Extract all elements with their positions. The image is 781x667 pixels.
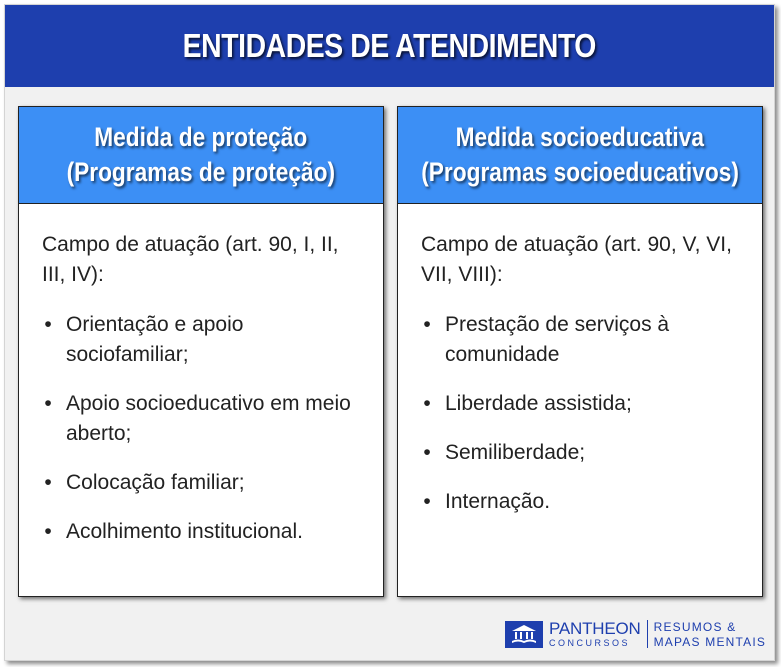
list-item	[42, 517, 363, 547]
list-item	[421, 438, 742, 468]
list-item	[42, 310, 363, 370]
list-item-line1: Colocação familiar;	[66, 471, 245, 494]
protection-scope-line1: Campo de atuação (art. 90, I, II,	[42, 233, 339, 256]
bullet-icon: •	[44, 392, 52, 415]
protection-card-header	[19, 107, 383, 204]
list-item	[42, 468, 363, 498]
list-item-line2: sociofamiliar;	[66, 343, 189, 366]
protection-scope	[42, 230, 363, 290]
socioeducational-scope	[421, 230, 742, 290]
bullet-icon: •	[423, 441, 431, 464]
list-item-line1: Orientação e apoio	[66, 313, 244, 336]
socioeducational-card-body	[398, 204, 762, 517]
bullet-icon: •	[423, 392, 431, 415]
list-item-line1: Apoio socioeducativo em meio	[66, 392, 351, 415]
bullet-icon: •	[423, 490, 431, 513]
list-item-line2: comunidade	[445, 343, 560, 366]
page-title: ENTIDADES DE ATENDIMENTO	[182, 27, 597, 64]
list-item-line1: Internação.	[445, 490, 551, 513]
list-item	[421, 389, 742, 419]
brand-subtitle: CONCURSOS	[549, 638, 631, 648]
protection-card-body	[19, 204, 383, 547]
socioeducational-list	[421, 310, 742, 517]
brand-name: PANTHEON	[549, 619, 641, 638]
logo-divider	[647, 620, 648, 648]
list-item-line1: Semiliberdade;	[445, 441, 586, 464]
diagram-frame	[4, 4, 775, 661]
pantheon-logo	[505, 618, 766, 650]
protection-card	[18, 106, 384, 597]
temple-book-icon	[505, 621, 543, 648]
protection-scope-line2: III, IV):	[42, 263, 104, 286]
bullet-icon: •	[44, 471, 52, 494]
list-item	[42, 389, 363, 449]
tagline-line2: MAPAS MENTAIS	[653, 634, 767, 649]
tagline-line1: RESUMOS &	[653, 619, 737, 634]
socioeducational-card	[397, 106, 763, 597]
list-item-line1: Liberdade assistida;	[445, 392, 632, 415]
bullet-icon: •	[423, 313, 431, 336]
protection-list	[42, 310, 363, 547]
title-banner	[5, 5, 774, 87]
list-item-line1: Acolhimento institucional.	[66, 520, 303, 543]
list-item-line1: Prestação de serviços à	[445, 313, 670, 336]
socioeducational-scope-line1: Campo de atuação (art. 90, V, VI,	[421, 233, 732, 256]
brand-tagline	[654, 621, 767, 648]
list-item	[421, 310, 742, 370]
bullet-icon: •	[44, 520, 52, 543]
brand-text	[549, 620, 641, 648]
socioeducational-scope-line2: VII, VIII):	[421, 263, 503, 286]
socioeducational-heading-line1: Medida socioeducativa	[455, 122, 705, 152]
bullet-icon: •	[44, 313, 52, 336]
socioeducational-card-header	[398, 107, 762, 204]
socioeducational-heading-line2: (Programas socioeducativos)	[421, 157, 739, 187]
protection-heading-line2: (Programas de proteção)	[66, 157, 336, 187]
list-item-line2: aberto;	[66, 422, 132, 445]
list-item	[421, 487, 742, 517]
protection-heading-line1: Medida de proteção	[94, 122, 308, 152]
